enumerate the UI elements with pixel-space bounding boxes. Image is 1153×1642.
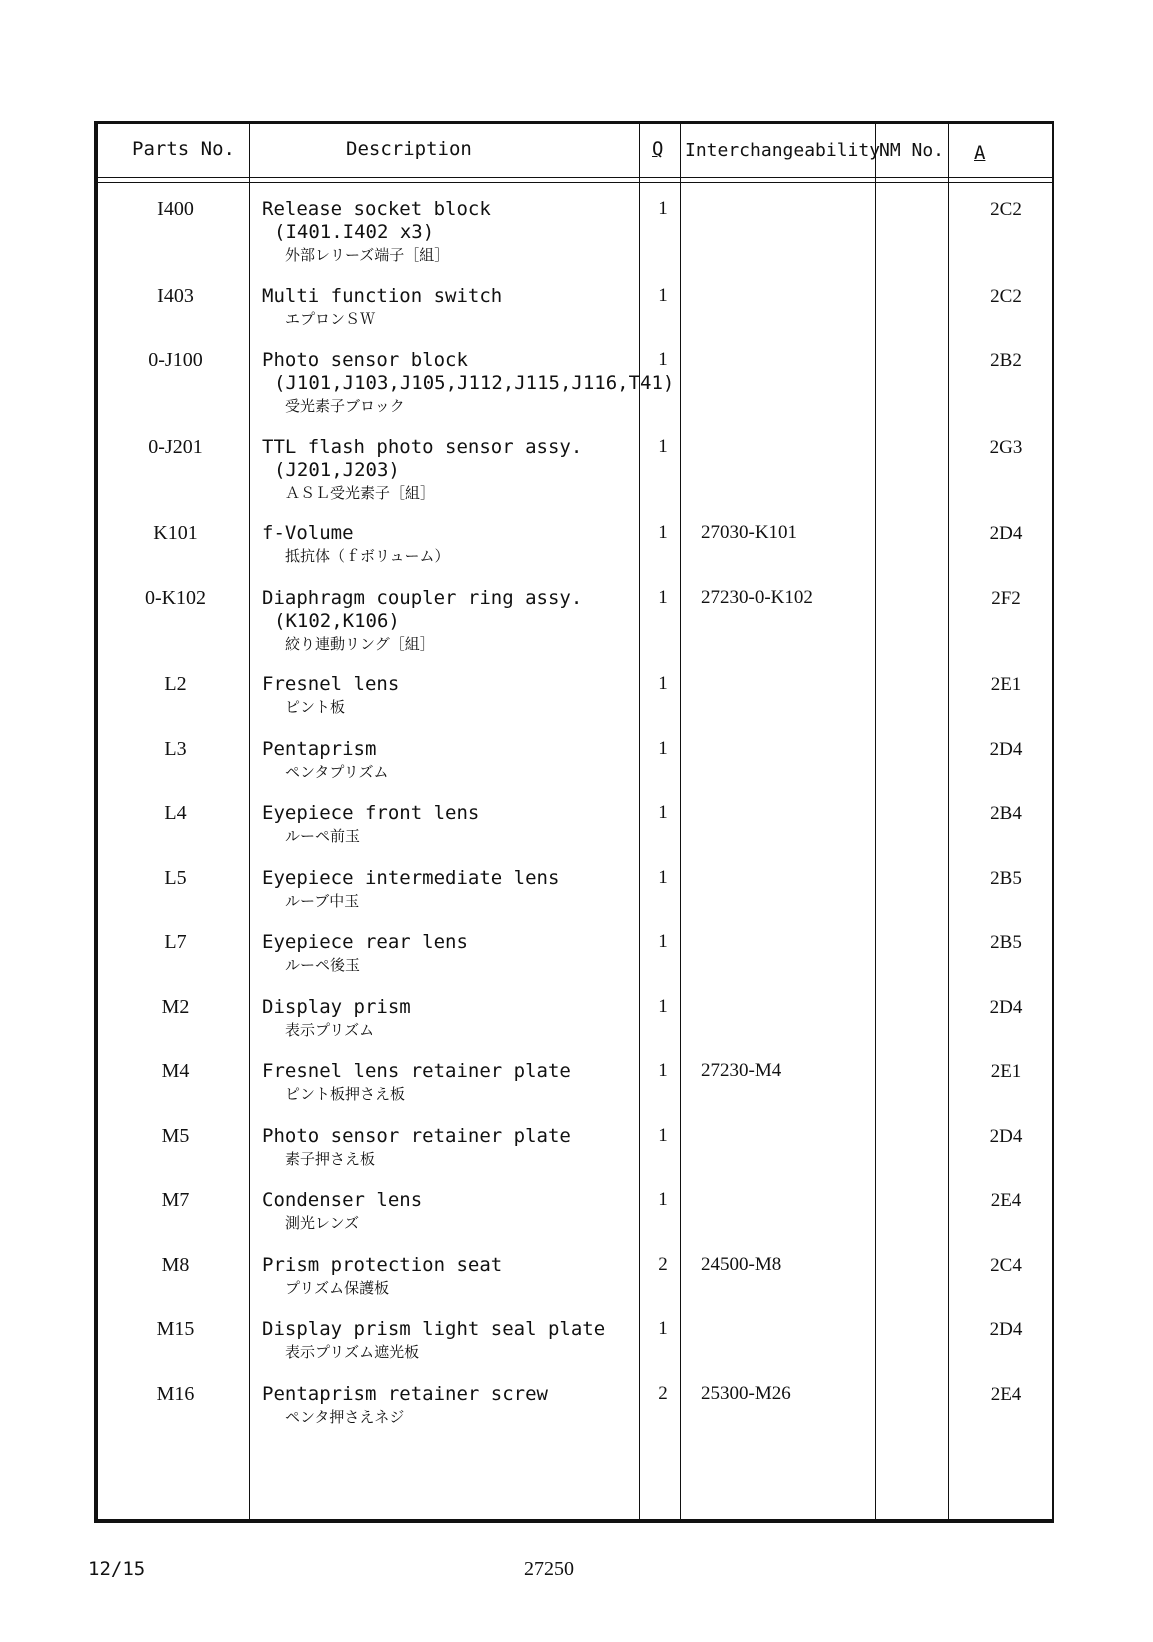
description-japanese: 表示プリズム遮光板 <box>285 1343 420 1361</box>
description-cell <box>262 931 468 976</box>
table-row <box>98 861 1052 927</box>
parts-no-cell: I403 <box>157 284 194 307</box>
description-japanese: 抵抗体（ｆボリューム） <box>285 547 450 565</box>
parts-no-cell: L5 <box>164 866 187 889</box>
description-cell <box>262 673 399 718</box>
area-cell: 2D4 <box>989 738 1023 760</box>
table-row <box>98 192 1052 264</box>
description-cell <box>262 867 559 912</box>
area-cell: 2B4 <box>990 803 1022 824</box>
interchangeability-cell: 27230-M4 <box>701 1060 782 1081</box>
description-text: Photo sensor retainer plate <box>262 1124 571 1147</box>
area-cell: 2E4 <box>990 1190 1022 1211</box>
description-cell <box>262 1060 571 1105</box>
description-text: TTL flash photo sensor assy. <box>262 435 583 458</box>
quantity-cell: 1 <box>658 1124 668 1146</box>
description-cell <box>262 1383 548 1428</box>
description-cell <box>262 198 491 266</box>
parts-no-cell: M4 <box>161 1060 190 1082</box>
area-cell: 2D4 <box>989 523 1023 544</box>
area-cell: 2D4 <box>989 1319 1023 1340</box>
table-row <box>98 925 1052 991</box>
parts-no-cell: I400 <box>157 198 194 220</box>
description-cell <box>262 1318 605 1363</box>
table-row <box>98 1119 1052 1185</box>
quantity-cell: 1 <box>658 866 668 888</box>
description-text: Eyepiece front lens <box>262 802 480 824</box>
parts-no-cell: 0-J201 <box>148 435 203 458</box>
area-cell: 2B2 <box>990 350 1022 371</box>
description-text: Fresnel lens retainer plate <box>262 1060 571 1082</box>
description-japanese: エプロンＳＷ <box>285 309 376 328</box>
parts-no-cell: L4 <box>164 802 187 824</box>
parts-no-cell: M2 <box>161 995 190 1018</box>
description-japanese: ルーブ中玉 <box>285 891 360 910</box>
area-cell: 2B5 <box>990 932 1022 953</box>
description-cell <box>262 522 450 567</box>
table-row <box>98 1312 1052 1378</box>
table-row <box>98 667 1052 733</box>
description-text: Photo sensor block <box>262 349 468 371</box>
description-text: Fresnel lens <box>262 673 400 695</box>
header-q: Q <box>652 138 664 160</box>
description-japanese: ＡＳＬ受光素子［組］ <box>285 483 436 502</box>
table-row <box>98 990 1052 1056</box>
table-row <box>98 516 1052 582</box>
description-cell <box>262 1189 422 1234</box>
quantity-cell: 1 <box>658 802 668 823</box>
description-japanese: ピント板 <box>285 698 346 716</box>
quantity-cell: 1 <box>658 673 668 694</box>
interchangeability-cell: 25300-M26 <box>701 1382 791 1404</box>
page-number: 12/15 <box>88 1558 146 1580</box>
description-japanese: 外部レリーズ端子［組］ <box>285 246 450 264</box>
area-cell: 2D4 <box>989 996 1023 1018</box>
description-text: Condenser lens <box>262 1189 423 1211</box>
description-text: Display prism light seal plate <box>262 1318 606 1340</box>
quantity-cell: 1 <box>658 198 668 219</box>
quantity-cell: 1 <box>658 284 668 306</box>
parts-no-cell: M7 <box>161 1189 190 1211</box>
interchangeability-cell: 24500-M8 <box>701 1253 782 1275</box>
parts-no-cell: L3 <box>164 737 187 760</box>
quantity-cell: 1 <box>658 522 668 543</box>
description-text: Display prism <box>262 995 411 1018</box>
quantity-cell: 1 <box>658 1060 668 1081</box>
description-text: Release socket block <box>262 198 491 220</box>
parts-no-cell: L7 <box>164 931 187 953</box>
quantity-cell: 1 <box>658 737 668 759</box>
description-text: Eyepiece intermediate lens <box>262 866 560 889</box>
parts-no-cell: 0-J100 <box>148 349 203 371</box>
area-cell: 2G3 <box>989 436 1023 458</box>
description-cell <box>262 349 674 417</box>
table-row <box>98 343 1052 415</box>
header-divider <box>98 182 1052 183</box>
quantity-cell: 1 <box>658 1189 668 1210</box>
description-cell <box>262 802 479 847</box>
table-row <box>98 1183 1052 1249</box>
description-subtext: (J201,J203) <box>274 458 400 481</box>
description-cell <box>262 436 582 504</box>
description-text: Multi function switch <box>262 284 503 307</box>
description-japanese: 測光レンズ <box>285 1214 360 1232</box>
table-row <box>98 1377 1052 1443</box>
description-cell <box>262 1125 571 1170</box>
description-subtext: (I401.I402 x3) <box>274 221 435 243</box>
description-text: f-Volume <box>262 522 354 544</box>
description-text: Pentaprism retainer screw <box>262 1382 548 1405</box>
description-japanese: プリズム保護板 <box>285 1278 390 1297</box>
area-cell: 2E1 <box>990 1061 1022 1082</box>
parts-no-cell: L2 <box>164 673 187 695</box>
table-row <box>98 581 1052 653</box>
description-japanese: ピント板押さえ板 <box>285 1085 406 1103</box>
area-cell: 2B5 <box>990 867 1022 889</box>
description-cell <box>262 738 389 783</box>
description-japanese: ペンタ押さえネジ <box>285 1407 405 1426</box>
model-number: 27250 <box>524 1558 574 1580</box>
area-cell: 2E1 <box>990 674 1022 695</box>
table-row <box>98 430 1052 502</box>
quantity-cell: 1 <box>658 349 668 370</box>
description-cell <box>262 996 411 1041</box>
parts-no-cell: K101 <box>153 522 198 544</box>
description-japanese: 表示プリズム <box>285 1020 375 1039</box>
header-parts-no: Parts No. <box>132 138 235 160</box>
quantity-cell: 1 <box>658 931 668 952</box>
description-japanese: ルーペ前玉 <box>285 827 361 845</box>
quantity-cell: 2 <box>658 1253 668 1275</box>
table-row <box>98 1248 1052 1314</box>
header-interchangeability: Interchangeability <box>685 140 881 161</box>
quantity-cell: 1 <box>658 586 668 608</box>
interchangeability-cell: 27230-0-K102 <box>701 586 813 608</box>
description-text: Eyepiece rear lens <box>262 931 468 953</box>
table-row <box>98 796 1052 862</box>
area-cell: 2C4 <box>990 1254 1022 1276</box>
parts-no-cell: M8 <box>161 1253 190 1276</box>
description-subtext: (J101,J103,J105,J112,J115,J116,T41) <box>274 372 675 394</box>
table-row <box>98 732 1052 798</box>
description-text: Diaphragm coupler ring assy. <box>262 586 583 609</box>
quantity-cell: 1 <box>658 1318 668 1339</box>
parts-no-cell: M15 <box>156 1318 195 1340</box>
description-text: Prism protection seat <box>262 1253 503 1276</box>
table-row <box>98 279 1052 345</box>
area-cell: 2E4 <box>990 1383 1022 1405</box>
description-japanese: ルーペ後玉 <box>285 956 361 974</box>
table-row <box>98 1054 1052 1120</box>
quantity-cell: 1 <box>658 995 668 1017</box>
parts-table <box>94 121 1054 1523</box>
description-text: Pentaprism <box>262 737 377 760</box>
quantity-cell: 1 <box>658 435 668 457</box>
header-description: Description <box>346 138 472 160</box>
parts-no-cell: 0-K102 <box>144 586 207 609</box>
header-a: A <box>974 142 986 164</box>
interchangeability-cell: 27030-K101 <box>701 522 798 543</box>
area-cell: 2C2 <box>990 199 1022 220</box>
area-cell: 2D4 <box>989 1125 1023 1147</box>
description-cell <box>262 1254 502 1299</box>
description-cell <box>262 285 502 330</box>
description-japanese: 受光素子ブロック <box>285 397 405 415</box>
parts-no-cell: M16 <box>156 1382 195 1405</box>
description-japanese: 素子押さえ板 <box>285 1149 376 1168</box>
description-japanese: ペンタプリズム <box>285 762 389 781</box>
header-divider <box>98 177 1052 178</box>
quantity-cell: 2 <box>658 1382 668 1404</box>
description-subtext: (K102,K106) <box>274 609 400 632</box>
description-japanese: 絞り連動リング［組］ <box>285 634 435 653</box>
area-cell: 2F2 <box>991 587 1021 609</box>
parts-no-cell: M5 <box>161 1124 190 1147</box>
area-cell: 2C2 <box>990 285 1022 307</box>
description-cell <box>262 587 582 655</box>
header-nm-no: NM No. <box>879 140 945 161</box>
